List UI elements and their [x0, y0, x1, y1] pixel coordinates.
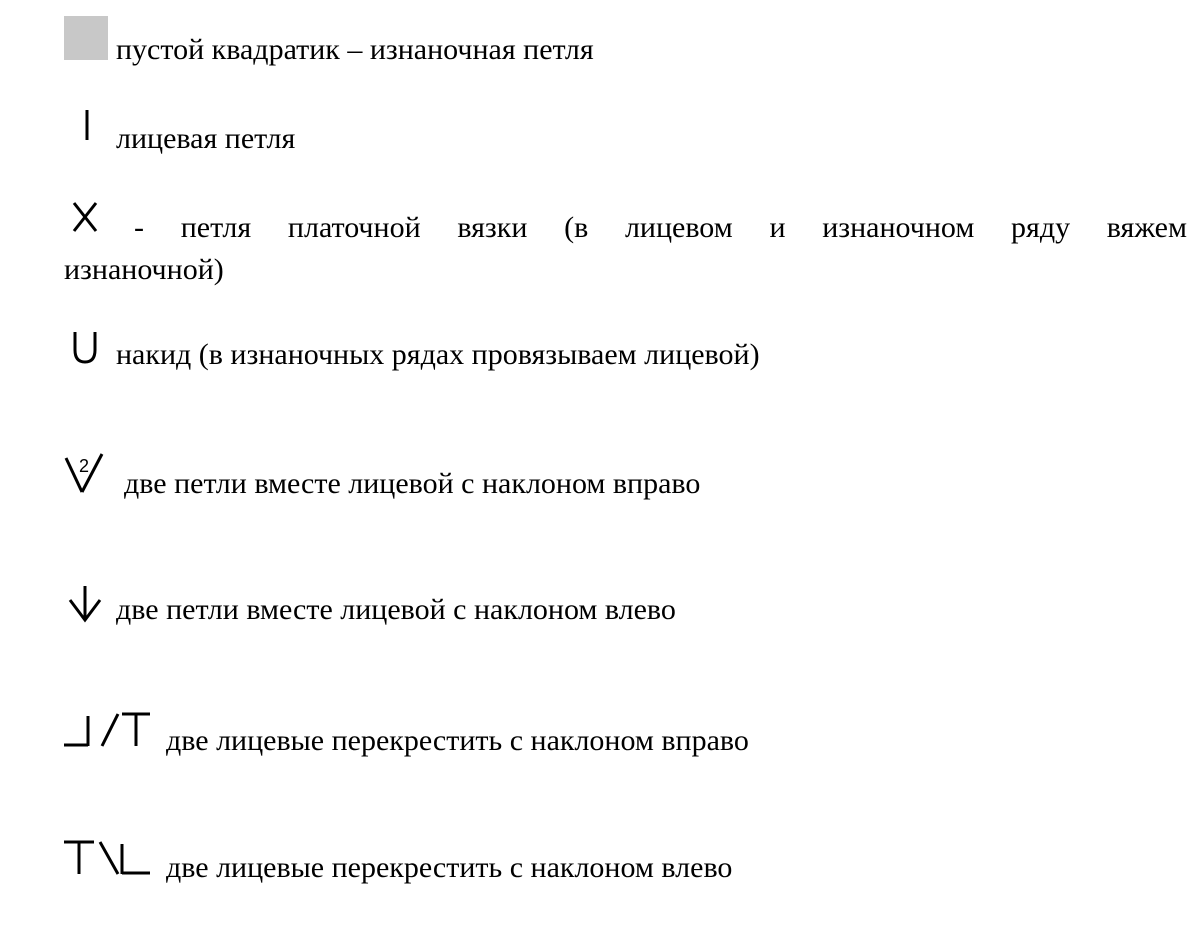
v-two-icon: [64, 452, 104, 494]
word: и: [769, 211, 786, 244]
word: -: [134, 211, 144, 244]
legend-text-purl: пустой квадратик – изнаночная петля: [116, 33, 594, 66]
legend-text-yarn-over: накид (в изнаночных рядах провязываем лицевой): [116, 338, 760, 371]
legend-text-knit: лицевая петля: [116, 122, 296, 155]
legend-text-garter-cont: изнаночной): [64, 253, 224, 286]
legend-text-garter: [134, 210, 1187, 246]
vertical-bar-icon: [84, 110, 90, 140]
down-arrow-icon: [68, 586, 102, 622]
v-two-glyph: 2: [79, 456, 90, 476]
word: петля: [180, 211, 252, 244]
legend-text-cross-left: две лицевые перекрестить с наклоном влево: [166, 851, 733, 884]
legend-text-cross-right: две лицевые перекрестить с наклоном вправо: [166, 724, 749, 757]
word: лицевом: [624, 211, 733, 244]
cross-x-icon: [72, 203, 98, 231]
word: изнаночном: [822, 211, 975, 244]
cross-left-icon: [64, 840, 152, 876]
word: вяжем: [1106, 211, 1187, 244]
legend-text-k2tog-left: две петли вместе лицевой с наклоном влево: [116, 593, 676, 626]
legend-text-k2tog-right: две петли вместе лицевой с наклоном вправо: [124, 467, 701, 500]
gray-square-icon: [64, 16, 108, 60]
word: платочной: [287, 211, 421, 244]
cross-right-icon: [64, 712, 152, 748]
word: ряду: [1011, 211, 1071, 244]
word: (в: [564, 211, 589, 244]
u-shape-icon: [72, 332, 98, 364]
word: вязки: [457, 211, 528, 244]
